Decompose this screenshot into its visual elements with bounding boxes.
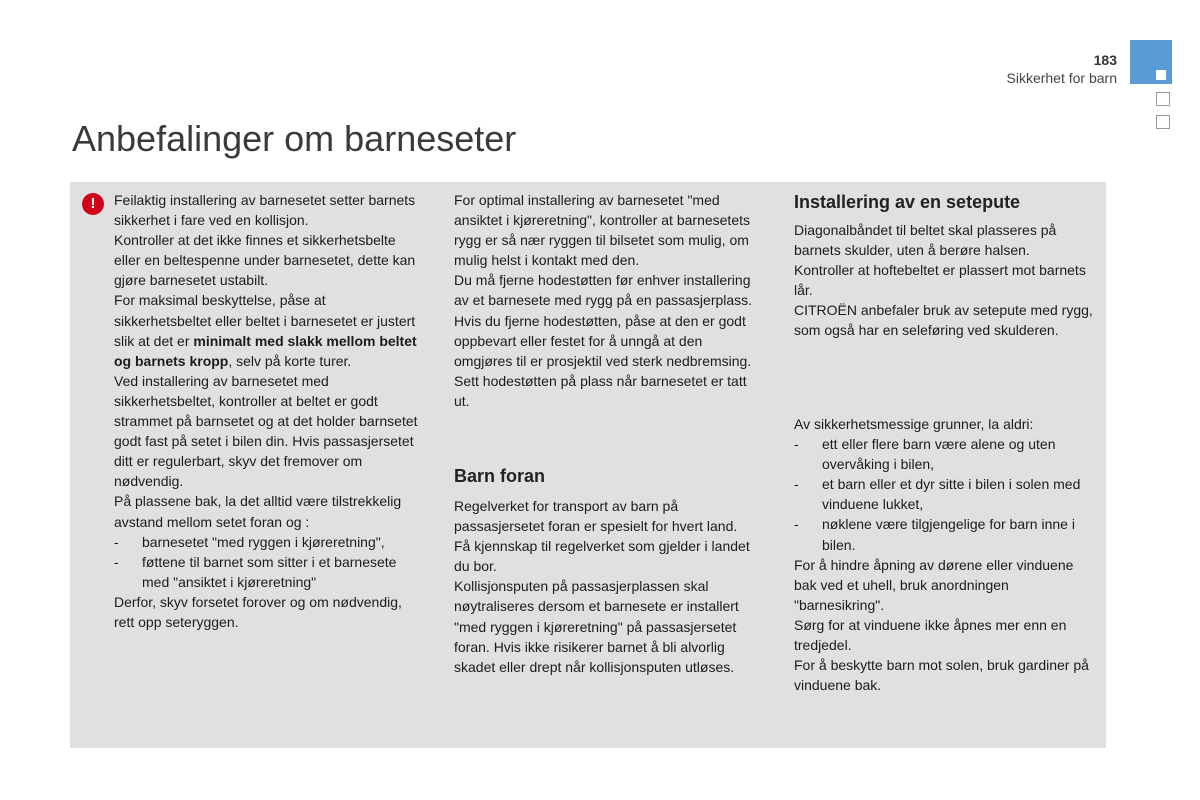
paragraph: Derfor, skyv forsetet forover og om nødvendig, rett opp seteryggen.: [114, 593, 402, 630]
section-heading: Installering av en setepute: [794, 192, 1021, 212]
dash-bullet: -: [114, 533, 119, 550]
dash-bullet: -: [114, 553, 119, 570]
list-item: [794, 434, 1099, 474]
section-title: Sikkerhet for barn: [1006, 70, 1117, 86]
warning-symbol: !: [90, 195, 96, 212]
emphasis-text: minimalt med slakk mellom beltet og barnets kropp: [114, 332, 417, 369]
dash-bullet: -: [794, 436, 799, 453]
list-item-text: et barn eller et dyr sitte i bilen i solen med vinduene lukket,: [822, 476, 1081, 513]
chapter-tab-dot: [1156, 70, 1166, 80]
text: For maksimal beskyttelse, påse at sikkerhetsbeltet eller beltet i barnesetet er justert slik at det er: [114, 292, 416, 349]
paragraph: CITROËN anbefaler bruk av setepute med rygg, som også har en seleføring ved skulderen.: [794, 302, 1093, 339]
paragraph: Feilaktig installering av barnesetet setter barnets sikkerhet i fare ved en kollisjon.: [114, 192, 416, 229]
page-number: 183: [1093, 52, 1117, 68]
paragraph: Sørg for at vinduene ikke åpnes mer enn en tredjedel.: [794, 616, 1067, 654]
list-item-text: føttene til barnet som sitter i et barnesete med "ansiktet i kjøreretning": [142, 553, 397, 590]
chapter-tab-box: [1156, 92, 1170, 106]
paragraph: Kollisjonsputen på passasjerplassen skal nøytraliseres dersom et barnesete er installert "med ryggen i kjøreretning" på passasjersetet foran. Hvis ikke risikerer barnet å bli alvorlig skadet eller drept når kollisjonsputen utløses.: [454, 578, 739, 675]
list-item-text: nøklene være tilgjengelige for barn inne i bilen.: [822, 516, 1075, 553]
text: , selv på korte turer.: [228, 352, 352, 369]
section-heading: Barn foran: [454, 466, 546, 486]
paragraph: På plassene bak, la det alltid være tilstrekkelig avstand mellom setet foran og :: [114, 493, 402, 530]
column-right: [794, 220, 1099, 341]
paragraph: For å beskytte barn mot solen, bruk gardiner på vinduene bak.: [794, 657, 1089, 694]
paragraph: Ved installering av barnesetet med sikkerhetsbeltet, kontroller at beltet er godt strammet på barnsetet og at det holder barnsetet godt fast på setet i bilen din. Hvis passasjersetet ditt er regulerbart, skyv det fremover om nødvendig.: [114, 372, 418, 490]
paragraph: Diagonalbåndet til beltet skal plasseres på barnets skulder, uten å berøre halsen.: [794, 222, 1057, 259]
paragraph: For optimal installering av barnesetet "med ansiktet i kjøreretning", kontroller at barnesetets rygg er så nær ryggen til bilsetet som mulig, om mulig helst i kontakt med den.: [454, 192, 750, 269]
dash-bullet: -: [794, 476, 799, 493]
list-item: [114, 532, 424, 552]
column-middle-lower: [454, 496, 759, 677]
chapter-tab-box: [1156, 115, 1170, 129]
column-left: [114, 190, 424, 632]
list-item: [114, 552, 424, 592]
column-middle: [454, 190, 759, 411]
warning-icon: [82, 193, 104, 215]
list-item: [794, 474, 1099, 514]
dash-bullet: -: [794, 516, 799, 533]
paragraph: Kontroller at det ikke finnes et sikkerhetsbelte eller en beltespenne under barnesetet, dette kan gjøre barnesetet ustabilt.: [114, 232, 416, 289]
paragraph: Kontroller at hoftebeltet er plassert mot barnets lår.: [794, 262, 1086, 299]
paragraph: Regelverket for transport av barn på passasjersetet foran er spesielt for hvert land.: [454, 498, 738, 535]
paragraph: Du må fjerne hodestøtten før enhver installering av et barnesete med rygg på en passasjerplass. Hvis du fjerne hodestøtten, påse at den er godt oppbevart eller festet for å unngå at den omgjøres til er prosjektil ved sterk nedbremsing. Sett hodestøtten på plass når barnesetet er tatt ut.: [454, 272, 753, 409]
list-item-text: barnesetet "med ryggen i kjøreretning",: [142, 533, 385, 550]
column-right-lower: [794, 414, 1099, 695]
paragraph: [114, 290, 424, 370]
paragraph: For å hindre åpning av dørene eller vinduene bak ved et uhell, bruk anordningen "barnesikring".: [794, 556, 1074, 613]
list-item: [794, 514, 1099, 554]
paragraph: Få kjennskap til regelverket som gjelder i landet du bor.: [454, 538, 750, 575]
page-title: Anbefalinger om barneseter: [72, 118, 517, 159]
list-item-text: ett eller flere barn være alene og uten overvåking i bilen,: [822, 436, 1056, 473]
paragraph: Av sikkerhetsmessige grunner, la aldri:: [794, 416, 1034, 432]
